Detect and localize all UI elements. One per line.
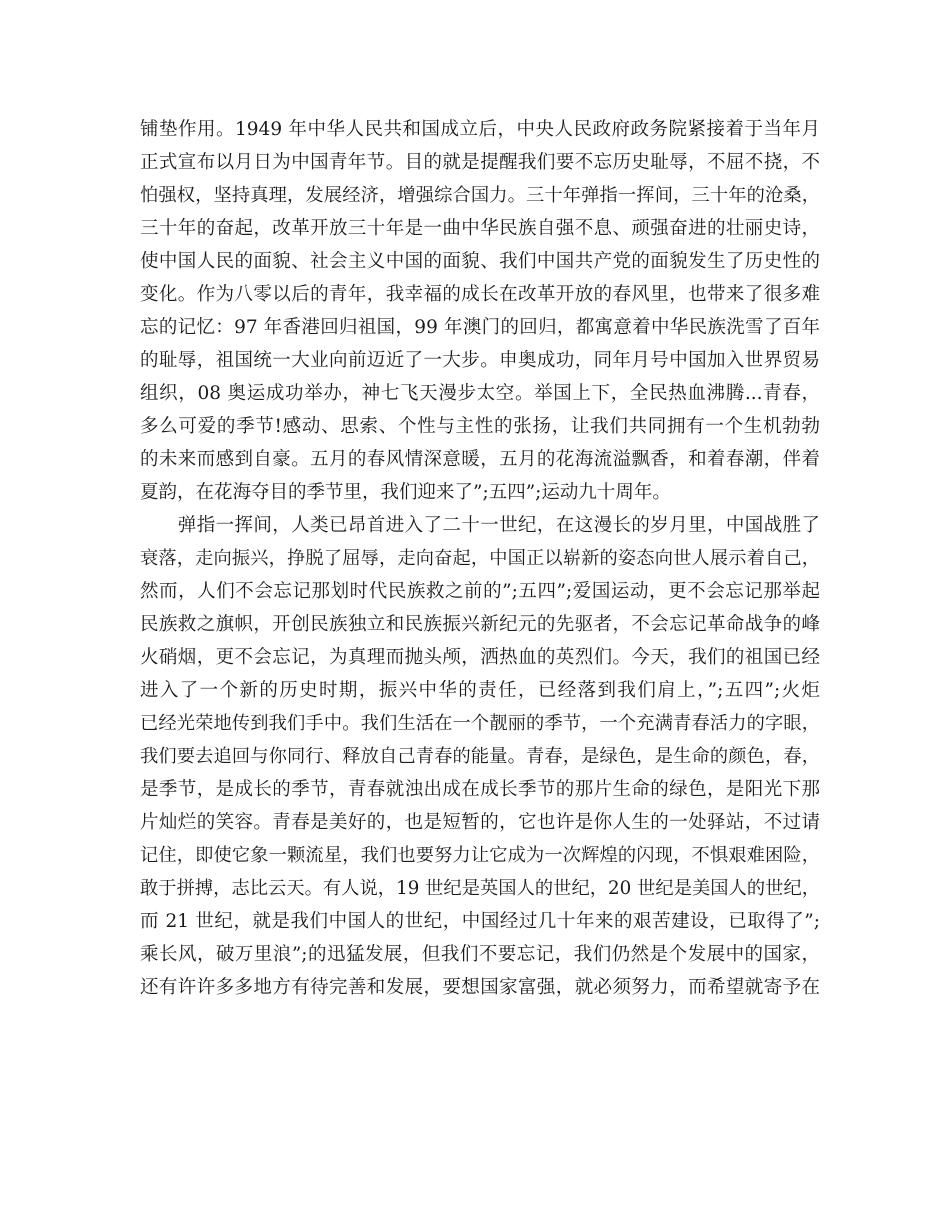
text-line: 夏韵，在花海夺目的季节里，我们迎来了”;五四”;运动九十周年。 [140,482,671,503]
text-line: 记住，即使它象一颗流星，我们也要努力让它成为一次辉煌的闪现，不惧艰难困险， [140,845,820,866]
body-text [140,113,820,1004]
text-line: 正式宣布以月日为中国青年节。目的就是提醒我们要不忘历史耻辱，不屈不挠，不 [140,152,820,173]
text-line: 敢于拼搏，志比云天。有人说，19 世纪是英国人的世纪，20 世纪是美国人的世纪， [140,878,820,899]
paragraph-1 [140,113,820,509]
text-line: 组织，08 奥运成功举办，神七飞天漫步太空。举国上下，全民热血沸腾...青春， [140,383,820,404]
text-line: 的耻辱，祖国统一大业向前迈近了一大步。申奥成功，同年月号中国加入世界贸易 [140,350,820,371]
text-line: 的未来而感到自豪。五月的春风情深意暖，五月的花海流溢飘香，和着春潮，伴着 [140,449,820,470]
text-line: 已经光荣地传到我们手中。我们生活在一个靓丽的季节，一个充满青春活力的字眼， [140,713,820,734]
text-line: 我们要去追回与你同行、释放自己青春的能量。青春，是绿色，是生命的颜色，春， [140,746,820,767]
text-line: 铺垫作用。1949 年中华人民共和国成立后，中央人民政府政务院紧接着于当年月 [140,119,820,140]
text-line: 片灿烂的笑容。青春是美好的，也是短暂的，它也许是你人生的一处驿站，不过请 [140,812,820,833]
text-line: 怕强权，坚持真理，发展经济，增强综合国力。三十年弹指一挥间，三十年的沧桑， [140,185,820,206]
text-line: 火硝烟，更不会忘记，为真理而抛头颅，洒热血的英烈们。今天，我们的祖国已经 [140,647,820,668]
text-line: 变化。作为八零以后的青年，我幸福的成长在改革开放的春风里，也带来了很多难 [140,284,820,305]
text-line: 忘的记忆：97 年香港回归祖国，99 年澳门的回归，都寓意着中华民族洗雪了百年 [140,317,820,338]
text-line: 然而，人们不会忘记那划时代民族救之前的”;五四”;爱国运动，更不会忘记那举起 [140,581,820,602]
text-line: 乘长风，破万里浪”;的迅猛发展，但我们不要忘记，我们仍然是个发展中的国家， [140,944,820,965]
text-line: 多么可爱的季节!感动、思索、个性与主性的张扬，让我们共同拥有一个生机勃勃 [140,416,820,437]
text-line: 还有许许多多地方有待完善和发展，要想国家富强，就必须努力，而希望就寄予在 [140,977,820,998]
text-line: 衰落，走向振兴，挣脱了屈辱，走向奋起，中国正以崭新的姿态向世人展示着自己， [140,548,820,569]
text-line: 三十年的奋起，改革开放三十年是一曲中华民族自强不息、顽强奋进的壮丽史诗， [140,218,820,239]
text-line: 民族救之旗帜，开创民族独立和民族振兴新纪元的先驱者，不会忘记革命战争的峰 [140,614,820,635]
text-line: 而 21 世纪，就是我们中国人的世纪，中国经过几十年来的艰苦建设，已取得了”; [140,911,820,932]
text-line: 是季节，是成长的季节，青春就浊出成在成长季节的那片生命的绿色，是阳光下那 [140,779,820,800]
paragraph-2 [140,509,820,1004]
text-line: 弹指一挥间，人类已昂首进入了二十一世纪，在这漫长的岁月里，中国战胜了 [140,515,820,536]
text-line: 使中国人民的面貌、社会主义中国的面貌、我们中国共产党的面貌发生了历史性的 [140,251,820,272]
text-line: 进入了一个新的历史时期，振兴中华的责任，已经落到我们肩上，”;五四”;火炬 [140,680,820,701]
